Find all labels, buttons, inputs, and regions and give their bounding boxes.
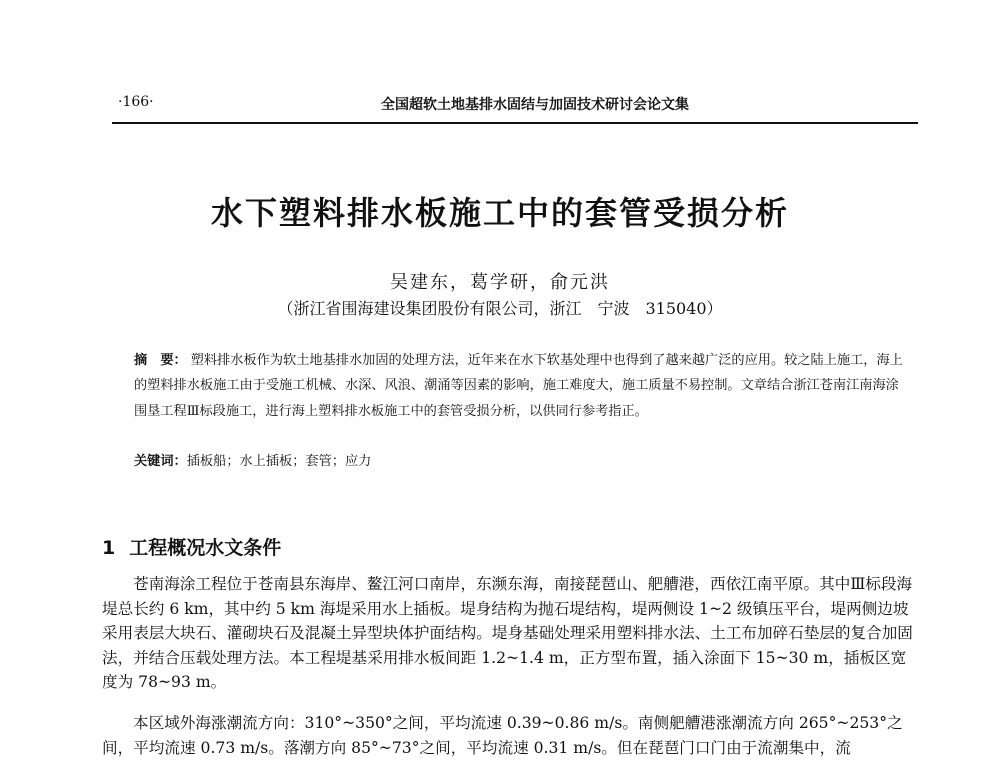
affiliation: （浙江省围海建设集团股份有限公司，浙江 宁波 315040）	[277, 299, 723, 318]
author-name: 葛学研	[470, 272, 530, 293]
keyword: 插板船	[186, 454, 227, 469]
page-number: ·166·	[118, 94, 154, 110]
author-separator: ，	[450, 272, 470, 293]
keyword-separator: ；	[292, 454, 306, 469]
author-name: 俞元洪	[550, 272, 610, 293]
author-list	[0, 268, 1000, 294]
keyword-separator: ；	[226, 454, 240, 469]
body-paragraph: 苍南海涂工程位于苍南县东海岸、鳌江河口南岸，东濒东海，南接琵琶山、舥艚港，西依江南平原。其中Ⅲ标段海堤总长约 6 km，其中约 5 km 海堤采用水上插板。堤身结构为抛石堤结构，堤两侧设 1~2 级镇压平台，堤两侧边坡采用表层大块石、灌砌块石及混凝土异型块体护面结构。堤身基础处理采用塑料排水法、土工布加碎石垫层的复合加固法，并结合压载处理方法。本工程堤基采用排水板间距 1.2~1.4 m，正方型布置，插入涂面下 15~30 m，插板区宽度为 78~93 m。	[102, 575, 913, 691]
abstract-label: 摘 要：	[134, 353, 187, 368]
section-title: 工程概况水文条件	[129, 537, 282, 559]
keywords-label: 关键词：	[134, 454, 187, 469]
running-header	[112, 92, 918, 124]
abstract	[134, 348, 904, 424]
journal-title: 全国超软土地基排水固结与加固技术研讨会论文集	[381, 97, 689, 113]
author-separator: ，	[530, 272, 550, 293]
abstract-text: 塑料排水板作为软土地基排水加固的处理方法，近年来在水下软基处理中也得到了越来越广泛的应用。较之陆上施工，海上的塑料排水板施工由于受施工机械、水深、风浪、潮涌等因素的影响，施工难度大，施工质量不易控制。文章结合浙江苍南江南海涂围垦工程Ⅲ标段施工，进行海上塑料排水板施工中的套管受损分析，以供同行参考指正。	[134, 353, 903, 419]
keyword-separator: ；	[331, 454, 345, 469]
keyword: 套管	[305, 454, 332, 469]
author-name: 吴建东	[390, 272, 450, 293]
paper-title: 水下塑料排水板施工中的套管受损分析	[210, 194, 789, 232]
section-number: 1	[102, 537, 116, 559]
keyword: 应力	[345, 454, 372, 469]
keyword: 水上插板	[239, 454, 293, 469]
keywords	[134, 450, 904, 469]
body-paragraph: 本区域外海涨潮流方向：310°~350°之间，平均流速 0.39~0.86 m/s。南侧舥艚港涨潮流方向 265°~253°之间，平均流速 0.73 m/s。落潮方向 85°~73°之间，平均流速 0.31 m/s。但在琵琶门口门由于流潮集中，流	[102, 714, 903, 757]
section-heading	[102, 533, 281, 560]
